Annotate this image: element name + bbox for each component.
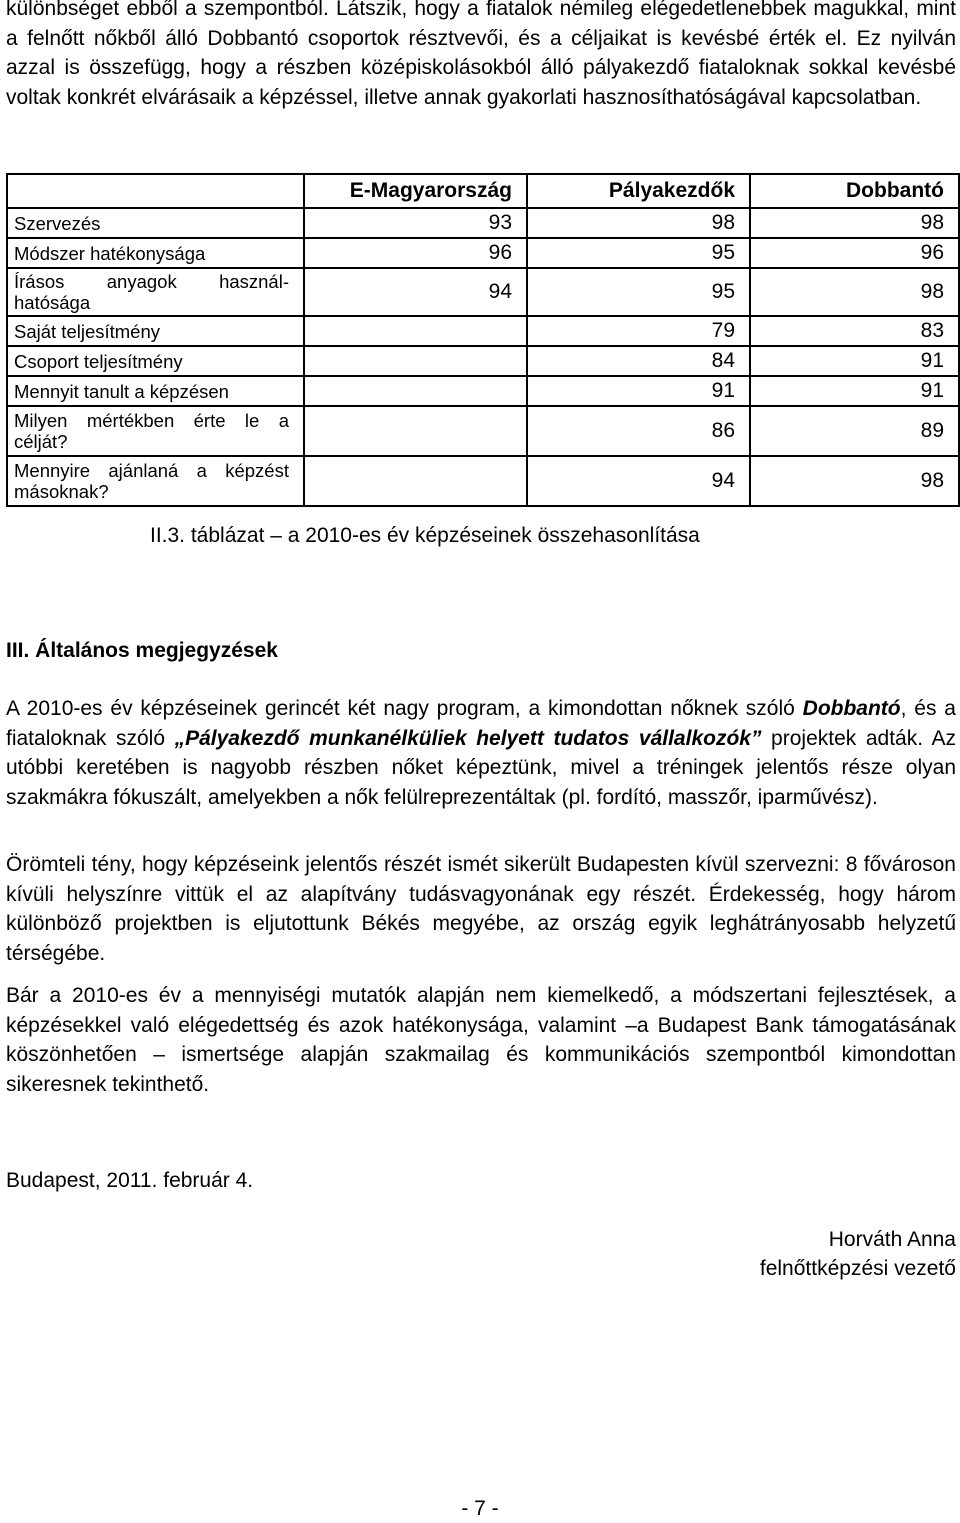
signature-name: Horváth Anna (828, 1228, 956, 1251)
table-cell: 96 (304, 238, 527, 268)
row-label: Saját teljesítmény (7, 316, 304, 346)
row-label: Milyen mértékben érte le a célját? (7, 406, 304, 456)
general-text-3: projektek adták. Az utóbbi keretében is nagyobb részben nőket képeztünk, mivel a tréningek jelentős része olyan szakmákra fókuszált, amelyekben a nők felülreprezentáltak (pl. fordító, masszőr, iparművész). (6, 726, 956, 809)
table-cell: 79 (527, 316, 750, 346)
table-header-row (7, 174, 959, 208)
header-cell-empty (7, 174, 304, 208)
table-cell: 98 (750, 268, 959, 316)
comparison-table (6, 173, 960, 507)
table-cell (304, 316, 527, 346)
table-cell: 93 (304, 208, 527, 238)
table-cell (304, 456, 527, 506)
row-label: Mennyire ajánlaná a képzést másoknak? (7, 456, 304, 506)
table-cell: 98 (527, 208, 750, 238)
table-row (7, 456, 959, 506)
table-cell: 94 (527, 456, 750, 506)
page-number: - 7 - (461, 1497, 499, 1520)
table-cell: 89 (750, 406, 959, 456)
table-cell: 94 (304, 268, 527, 316)
header-palyakezdok: Pályakezdők (527, 174, 750, 208)
table-cell: 98 (750, 208, 959, 238)
signature-block (760, 1225, 956, 1283)
table-cell: 86 (527, 406, 750, 456)
table-caption: II.3. táblázat – a 2010-es év képzéseinek összehasonlítása (150, 524, 700, 547)
general-text-2: , és a fiataloknak szóló (6, 697, 956, 750)
table-cell (304, 406, 527, 456)
table-cell: 84 (527, 346, 750, 376)
row-label: Módszer hatékonysága (7, 238, 304, 268)
section-heading: III. Általános megjegyzések (6, 639, 278, 662)
row-label: Írásos anyagok használ-hatósága (7, 268, 304, 316)
table-cell: 95 (527, 238, 750, 268)
header-e-magyarorszag: E-Magyarország (304, 174, 527, 208)
table-cell: 83 (750, 316, 959, 346)
general-text-1: A 2010-es év képzéseinek gerincét két nagy program, a kimondottan nőknek szóló (6, 697, 803, 720)
table-cell: 91 (750, 346, 959, 376)
table-cell (304, 376, 527, 406)
header-dobbanto: Dobbantó (750, 174, 959, 208)
table-row (7, 376, 959, 406)
program-name-palyakezdo: „Pályakezdő munkanélküliek helyett tudatos vállalkozók” (174, 726, 762, 750)
row-label: Szervezés (7, 208, 304, 238)
general-paragraph (6, 694, 956, 812)
signature-title: felnőttképzési vezető (759, 1257, 956, 1280)
table-row (7, 346, 959, 376)
table-cell: 91 (750, 376, 959, 406)
date-line: Budapest, 2011. február 4. (6, 1169, 254, 1192)
row-label: Csoport teljesítmény (7, 346, 304, 376)
table-row (7, 406, 959, 456)
table-row (7, 238, 959, 268)
table-cell (304, 346, 527, 376)
table-row (7, 316, 959, 346)
row-label: Mennyit tanult a képzésen (7, 376, 304, 406)
table-cell: 98 (750, 456, 959, 506)
table-row (7, 208, 959, 238)
summary-paragraph: Bár a 2010-es év a mennyiségi mutatók alapján nem kiemelkedő, a módszertani fejlesztések, a képzésekkel való elégedettség és azok hatékonysága, valamint –a Budapest Bank támogatásának köszönhetően – ismertsége alapján szakmailag és kommunikációs szempontból kimondottan sikeresnek tekinthető. (6, 984, 956, 1096)
program-name-dobbanto: Dobbantó (802, 697, 901, 720)
table-cell: 91 (527, 376, 750, 406)
table-row (7, 268, 959, 316)
table-cell: 96 (750, 238, 959, 268)
intro-paragraph: különbséget ebből a szempontból. Látszik, hogy a fiatalok némileg elégedetlenebbek magukkal, mint a felnőtt nőkből álló Dobbantó csoportok résztvevői, és a céljaikat is kevésbé érték el. Ez nyilván azzal is összefügg, hogy a részben középiskolásokból álló pályakezdő fiataloknak sokkal kevésbé voltak konkrét elvárásaik a képzéssel, illetve annak gyakorlati hasznosíthatóságával kapcsolatban. (6, 0, 956, 109)
table-cell: 95 (527, 268, 750, 316)
regions-paragraph: Örömteli tény, hogy képzéseink jelentős részét ismét sikerült Budapesten kívül szervezni: 8 fővároson kívüli helyszínre vittük el az alapítvány tudásvagyonának egy részét. Érdekesség, hogy három különböző projektben is eljutottunk Békés megyébe, az ország egyik leghátrányosabb helyzetű térségébe. (6, 853, 956, 965)
